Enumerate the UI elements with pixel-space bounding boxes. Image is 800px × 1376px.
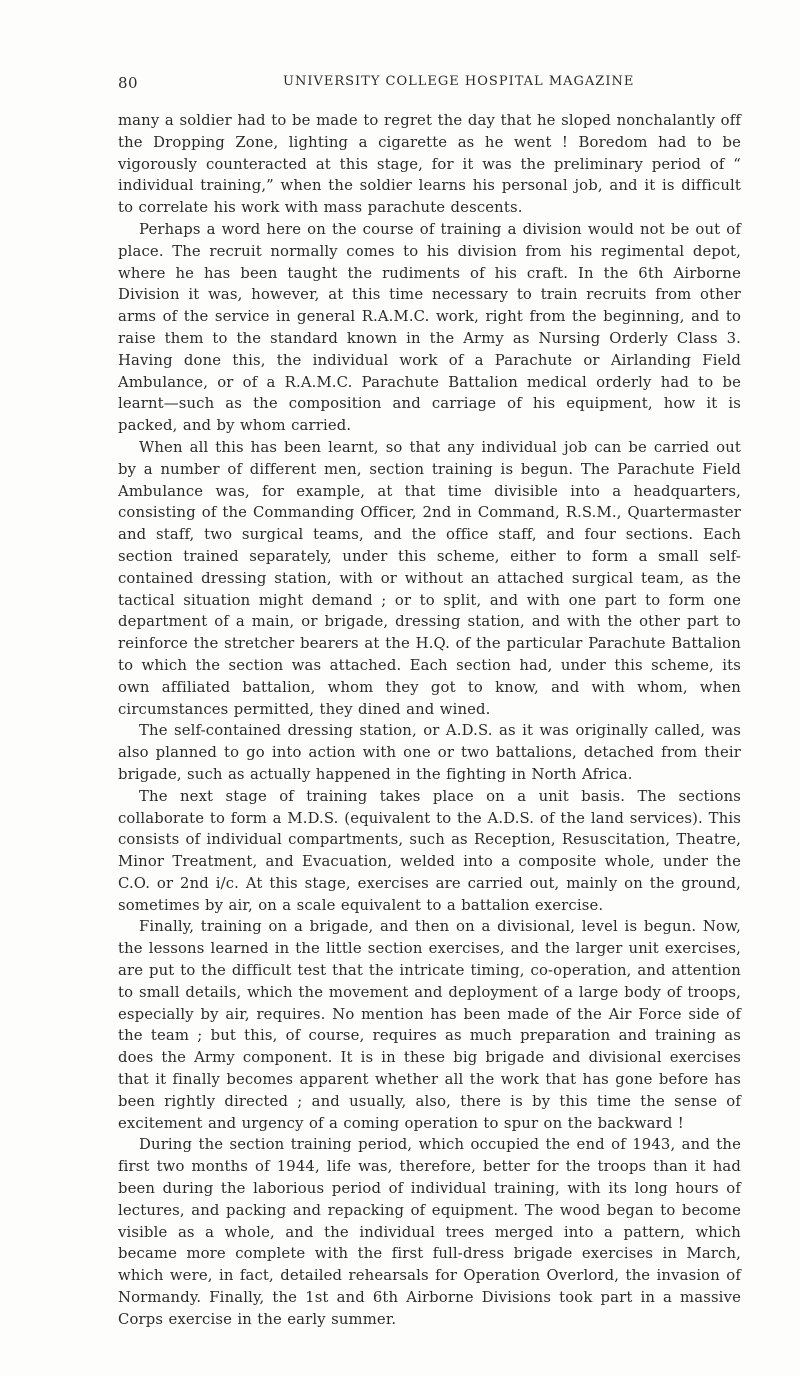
article-body (118, 110, 741, 1331)
running-head (118, 74, 738, 96)
paragraph: Finally, training on a brigade, and then on a divisional, level is begun. Now, the lessons learned in the little section exercises, and the larger unit exercises, are put to the difficult test that the intricate timing, co-operation, and attention to small details, which the movement and deployment of a large body of troops, especially by air, requires. No mention has been made of the Air Force side of the team ; but this, of course, requires as much preparation and training as does the Army component. It is in these big brigade and divisional exercises that it finally becomes apparent whether all the work that has gone before has been rightly directed ; and usually, also, there is by this time the sense of excitement and urgency of a coming operation to spur on the backward ! (118, 918, 741, 1132)
paragraph: When all this has been learnt, so that any individual job can be carried out by a number of different men, section training is begun. The Parachute Field Ambulance was, for example, at that time divisible into a headquarters, consisting of the Commanding Officer, 2nd in Command, R.S.M., Quartermaster and staff, two surgical teams, and the office staff, and four sections. Each section trained separately, under this scheme, either to form a small self-contained dressing station, with or without an attached surgical team, as the tactical situation might demand ; or to split, and with one part to form one department of a main, or brigade, dressing station, and with the other part to reinforce the stretcher bearers at the H.Q. of the particular Parachute Battalion to which the section was attached. Each section had, under this scheme, its own affiliated battalion, whom they got to know, and with whom, when circumstances permitted, they dined and wined. (118, 438, 741, 718)
paragraph: many a soldier had to be made to regret the day that he sloped nonchalantly off the Dropping Zone, lighting a cigarette as he went ! Boredom had to be vigorously counteracted at this stage, for it was the preliminary period of “ individual training,” when the soldier learns his personal job, and it is difficult to correlate his work with mass parachute descents. (118, 112, 741, 217)
page-number: 80 (118, 74, 139, 92)
journal-title: UNIVERSITY COLLEGE HOSPITAL MAGAZINE (283, 74, 635, 89)
paragraph: Perhaps a word here on the course of training a division would not be out of place. The recruit normally comes to his division from his regimental depot, where he has been taught the rudiments of his craft. In the 6th Airborne Division it was, however, at this time necessary to train recruits from other arms of the service in general R.A.M.C. work, right from the beginning, and to raise them to the standard known in the Army as Nursing Orderly Class 3. Having done this, the individual work of a Parachute or Airlanding Field Ambulance, or of a R.A.M.C. Parachute Battalion medical orderly had to be learnt—such as the composition and carriage of his equipment, how it is packed, and by whom carried. (118, 220, 741, 435)
paragraph: The self-contained dressing station, or A.D.S. as it was originally called, was also planned to go into action with one or two battalions, detached from their brigade, such as actually happened in the fighting in North Africa. (118, 722, 741, 783)
paragraph: During the section training period, which occupied the end of 1943, and the first two months of 1944, life was, therefore, better for the troops than it had been during the laborious period of individual training, with its long hours of lectures, and packing and repacking of equipment. The wood began to become visible as a whole, and the individual trees merged into a pattern, which became more complete with the first full-dress brigade exercises in March, which were, in fact, detailed rehearsals for Operation Overlord, the invasion of Normandy. Finally, the 1st and 6th Airborne Divisions took part in a massive Corps exercise in the early summer. (118, 1136, 741, 1328)
paragraph: The next stage of training takes place on a unit basis. The sections collaborate to form a M.D.S. (equivalent to the A.D.S. of the land services). This consists of individual compartments, such as Reception, Resuscitation, Theatre, Minor Treatment, and Evacuation, welded into a composite whole, under the C.O. or 2nd i/c. At this stage, exercises are carried out, mainly on the ground, sometimes by air, on a scale equivalent to a battalion exercise. (118, 787, 741, 914)
